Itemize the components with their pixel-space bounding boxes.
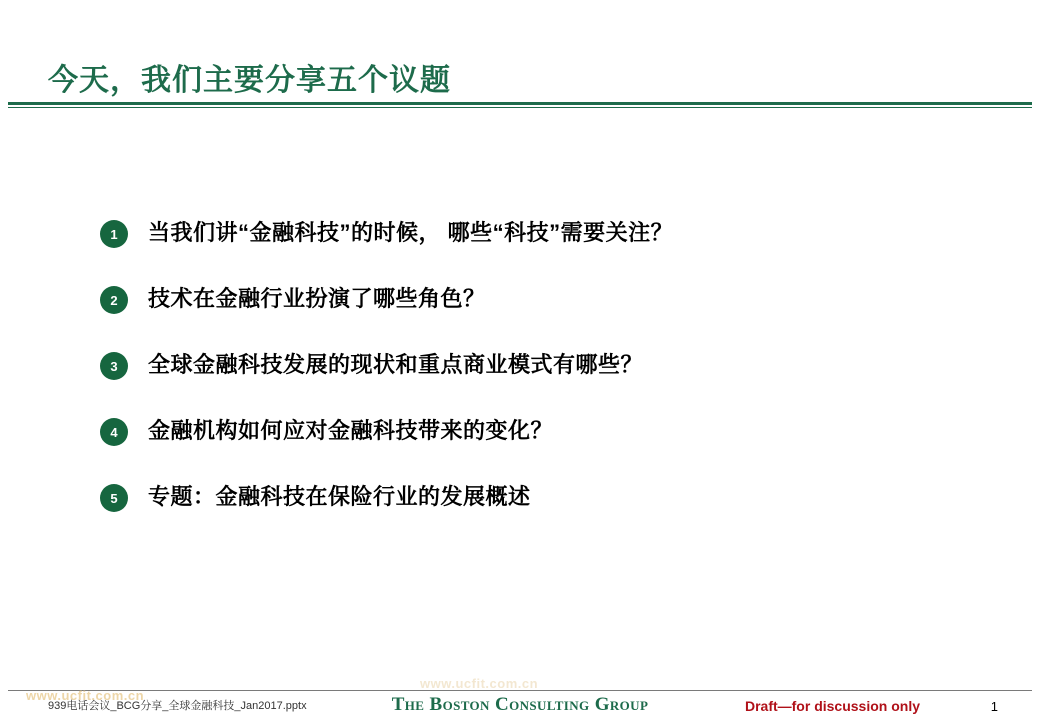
agenda-number-badge: 2 (100, 286, 128, 314)
agenda-item-label: 金融机构如何应对金融科技带来的变化？ (148, 418, 554, 443)
agenda-item-label: 当我们讲“金融科技”的时候， 哪些“科技”需要关注？ (148, 220, 674, 245)
title-divider-thick (8, 102, 1032, 105)
agenda-number-badge: 3 (100, 352, 128, 380)
agenda-number-badge: 4 (100, 418, 128, 446)
title-divider-thin (8, 107, 1032, 108)
list-item (100, 216, 980, 254)
footer-file-name: 939电话会议_BCG分享_全球金融科技_Jan2017.pptx (48, 700, 307, 712)
list-item (100, 348, 980, 386)
agenda-number-badge: 5 (100, 484, 128, 512)
watermark-text: www.ucfit.com.cn (420, 676, 539, 691)
agenda-number-badge: 1 (100, 220, 128, 248)
watermark-text: www.ucfit.com.cn (26, 688, 145, 703)
page-number: 1 (990, 699, 998, 714)
agenda-item-label: 专题：金融科技在保险行业的发展概述 (148, 484, 531, 509)
footer-divider (8, 690, 1032, 691)
agenda-item-label: 全球金融科技发展的现状和重点商业模式有哪些？ (148, 352, 644, 377)
list-item (100, 282, 980, 320)
page-title: 今天，我们主要分享五个议题 (48, 64, 451, 97)
agenda-item-label: 技术在金融行业扮演了哪些角色？ (148, 286, 486, 311)
agenda-list (100, 216, 980, 546)
draft-note: Draft—for discussion only (744, 698, 920, 714)
list-item (100, 414, 980, 452)
list-item (100, 480, 980, 518)
bcg-logo-text: The Boston Consulting Group (391, 694, 649, 715)
